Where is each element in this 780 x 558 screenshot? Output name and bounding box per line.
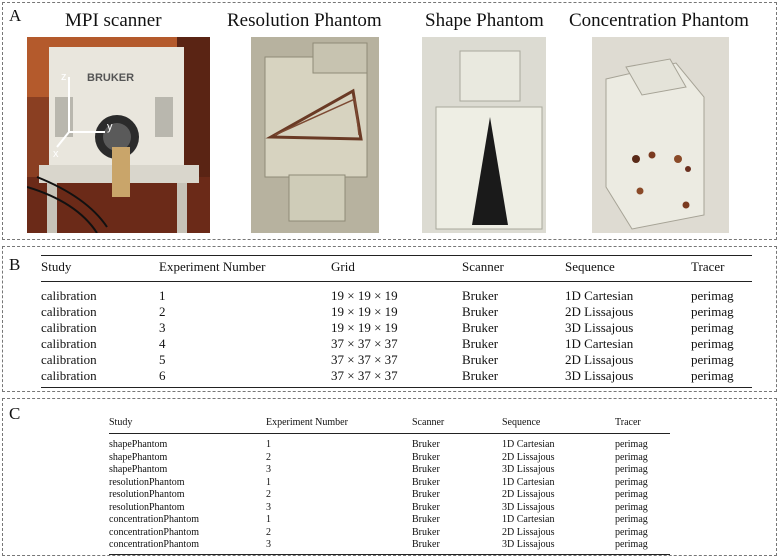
table-row — [41, 336, 752, 352]
cell-experiment-number: 4 — [159, 336, 166, 351]
header-sequence: Sequence — [502, 413, 615, 434]
photo-title-shape-phantom: Shape Phantom — [425, 10, 544, 31]
cell-scanner: Bruker — [412, 476, 440, 488]
cell-scanner: Bruker — [412, 539, 502, 554]
cell-scanner: Bruker — [412, 501, 440, 513]
cell-tracer: perimag — [615, 476, 648, 488]
header-study: Study — [109, 413, 266, 434]
cell-study: calibration — [41, 368, 159, 388]
cell-sequence: 2D Lissajous — [502, 489, 555, 500]
header-sequence: Sequence — [565, 256, 691, 282]
cell-experiment-number: 2 — [159, 304, 166, 319]
table-row — [41, 282, 752, 305]
cell-sequence: 2D Lissajous — [565, 352, 634, 367]
cell-sequence: 2D Lissajous — [502, 526, 555, 538]
phantom-table — [109, 413, 670, 555]
cell-sequence: 1D Cartesian — [565, 288, 634, 303]
cell-tracer: perimag — [615, 539, 670, 554]
cell-study: calibration — [41, 320, 97, 335]
axis-y-label: y — [107, 121, 113, 133]
cell-tracer: perimag — [691, 320, 734, 335]
resolution-phantom-photo — [251, 37, 379, 233]
cell-sequence: 2D Lissajous — [502, 451, 555, 463]
cell-scanner: Bruker — [412, 526, 440, 538]
table-header-row — [41, 256, 752, 282]
cell-sequence: 1D Cartesian — [502, 439, 555, 450]
cell-tracer: perimag — [691, 336, 734, 351]
cell-experiment-number: 2 — [266, 489, 271, 500]
cell-sequence: 2D Lissajous — [565, 304, 634, 319]
table-row — [109, 539, 670, 554]
cell-grid: 19 × 19 × 19 — [331, 304, 398, 319]
header-experiment-number: Experiment Number — [159, 256, 331, 282]
cell-study: calibration — [41, 336, 97, 351]
header-tracer: Tracer — [615, 413, 670, 434]
cell-grid: 19 × 19 × 19 — [331, 320, 398, 335]
photo-title-concentration-phantom: Concentration Phantom — [569, 10, 749, 31]
cell-experiment-number: 2 — [266, 526, 271, 538]
cell-sequence: 3D Lissajous — [502, 539, 615, 554]
panel-c-letter: C — [9, 404, 21, 423]
table-row — [109, 452, 670, 465]
cell-tracer: perimag — [691, 288, 734, 303]
cell-experiment-number: 2 — [266, 451, 271, 463]
table-row — [41, 352, 752, 368]
cell-tracer: perimag — [615, 514, 648, 525]
cell-study: shapePhantom — [109, 439, 168, 450]
photo-title-mpi-scanner: MPI scanner — [65, 10, 162, 31]
cell-scanner: Bruker — [412, 464, 440, 475]
cell-sequence: 1D Cartesian — [565, 336, 634, 351]
cell-study: shapePhantom — [109, 464, 168, 475]
panel-b — [2, 246, 777, 392]
cell-sequence: 1D Cartesian — [502, 514, 555, 525]
header-grid: Grid — [331, 256, 462, 282]
cell-experiment-number: 5 — [159, 352, 166, 367]
table-row — [109, 502, 670, 515]
header-tracer: Tracer — [691, 256, 752, 282]
cell-scanner: Bruker — [462, 352, 499, 367]
cell-scanner: Bruker — [462, 304, 499, 319]
table-row — [109, 514, 670, 527]
cell-tracer: perimag — [615, 451, 648, 463]
cell-experiment-number: 1 — [266, 439, 271, 450]
cell-grid: 19 × 19 × 19 — [331, 288, 398, 303]
cell-experiment-number: 1 — [266, 514, 271, 525]
cell-study: resolutionPhantom — [109, 501, 185, 513]
bruker-logo-text: BRUKER — [87, 72, 135, 84]
cell-sequence: 3D Lissajous — [502, 464, 555, 475]
cell-study: concentrationPhantom — [109, 539, 266, 554]
cell-experiment-number: 3 — [266, 539, 412, 554]
header-scanner: Scanner — [412, 413, 502, 434]
cell-tracer: perimag — [615, 501, 648, 513]
cell-scanner: Bruker — [412, 439, 440, 450]
cell-study: concentrationPhantom — [109, 514, 199, 525]
cell-study: calibration — [41, 304, 97, 319]
cell-study: shapePhantom — [109, 451, 168, 463]
table-row — [109, 434, 670, 452]
cell-scanner: Bruker — [412, 514, 440, 525]
cell-tracer: perimag — [615, 526, 648, 538]
cell-experiment-number: 1 — [159, 288, 166, 303]
panel-a-letter: A — [9, 6, 22, 25]
cell-scanner: Bruker — [412, 451, 440, 463]
cell-sequence: 3D Lissajous — [565, 320, 634, 335]
table-row — [41, 304, 752, 320]
cell-scanner: Bruker — [462, 336, 499, 351]
cell-grid: 37 × 37 × 37 — [331, 336, 398, 351]
cell-scanner: Bruker — [462, 368, 565, 388]
cell-tracer: perimag — [691, 304, 734, 319]
cell-tracer: perimag — [691, 368, 752, 388]
cell-experiment-number: 3 — [159, 320, 166, 335]
cell-sequence: 3D Lissajous — [502, 501, 555, 513]
table-row — [109, 477, 670, 490]
table-row — [109, 527, 670, 540]
axis-z-label: z — [61, 71, 67, 83]
cell-study: resolutionPhantom — [109, 476, 185, 488]
calibration-table — [41, 255, 752, 388]
cell-experiment-number: 3 — [266, 464, 271, 475]
table-row — [41, 368, 752, 388]
cell-sequence: 1D Cartesian — [502, 476, 555, 488]
mpi-scanner-photo — [27, 37, 210, 233]
cell-scanner: Bruker — [462, 288, 499, 303]
cell-tracer: perimag — [615, 489, 648, 500]
cell-tracer: perimag — [615, 464, 648, 475]
axis-x-label: x — [53, 148, 59, 160]
cell-tracer: perimag — [615, 439, 648, 450]
panel-b-letter: B — [9, 255, 21, 274]
cell-study: resolutionPhantom — [109, 489, 185, 500]
cell-sequence: 3D Lissajous — [565, 368, 691, 388]
concentration-phantom-photo — [592, 37, 729, 233]
panel-c — [2, 398, 777, 556]
panel-a — [2, 2, 777, 240]
cell-experiment-number: 1 — [266, 476, 271, 488]
table-row — [109, 489, 670, 502]
cell-scanner: Bruker — [462, 320, 499, 335]
cell-experiment-number: 3 — [266, 501, 271, 513]
cell-study: concentrationPhantom — [109, 526, 199, 538]
header-experiment-number: Experiment Number — [266, 413, 412, 434]
table-header-row — [109, 413, 670, 434]
photo-title-resolution-phantom: Resolution Phantom — [227, 10, 382, 31]
cell-scanner: Bruker — [412, 489, 440, 500]
header-study: Study — [41, 256, 159, 282]
header-scanner: Scanner — [462, 256, 565, 282]
shape-phantom-photo — [422, 37, 546, 233]
cell-experiment-number: 6 — [159, 368, 331, 388]
cell-grid: 37 × 37 × 37 — [331, 352, 398, 367]
table-row — [109, 464, 670, 477]
cell-study: calibration — [41, 352, 97, 367]
cell-tracer: perimag — [691, 352, 734, 367]
table-row — [41, 320, 752, 336]
cell-grid: 37 × 37 × 37 — [331, 368, 462, 388]
cell-study: calibration — [41, 288, 97, 303]
